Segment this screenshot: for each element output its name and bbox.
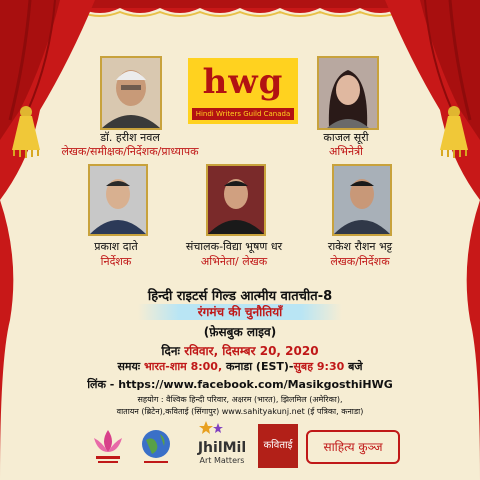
person-role: अभिनेत्री [328,145,363,158]
person-role: अभिनेता/ लेखक [200,255,268,268]
logo-subtitle: Hindi Writers Guild Canada [192,108,294,120]
jhilmil-tagline: Art Matters [199,456,245,465]
date-label: दिनः [161,344,180,358]
person-role: निर्देशक [100,255,132,268]
person-name: डॉ. हरीश नवल [100,131,160,144]
time-suffix: बजे [344,360,363,373]
person-role: लेखक/समीक्षक/निर्देशक/प्राध्यापक [61,145,199,158]
event-time-line [40,359,440,374]
person-name: प्रकाश दाते [94,240,138,253]
photo-rakesh-raushan-bhatt [332,164,392,236]
date-value: रविवार, दिसम्बर 20, 2020 [184,344,319,358]
lotus-logo-icon [90,426,126,468]
support-line-2: वातायन (ब्रिटेन),कविताई (सिंगापुर) www.sahityakunj.net (ई पत्रिका, कनाडा) [116,407,364,416]
sahitya-kunj-logo [306,430,400,464]
photo-kajal-suri [317,56,379,130]
globe-logo-icon [138,426,174,468]
photo-prakash-date [88,164,148,236]
kavitai-logo [258,424,298,468]
photo-harish-naval [100,56,162,130]
person-role: लेखक/निर्देशक [330,255,390,268]
support-line-1: सहयोग : वैश्विक हिन्दी परिवार, अक्षरम (भारत), झिलमिल (अमेरिका), [137,395,343,404]
facebook-link[interactable]: https://www.facebook.com/MasikgosthiHWG [118,378,393,391]
event-topic: रंगमंच की चुनौतियाँ [197,305,283,319]
time-india: भारत-शाम 8:00, [143,360,223,373]
logo-mark: hwg [202,62,284,102]
hwg-logo [188,58,298,124]
photo-vidya-bhushan-dhar [206,164,266,236]
jhilmil-logo [192,440,252,465]
event-link-line [40,377,440,392]
time-canada: कनाडा (EST)- [222,360,294,373]
link-label: लिंक - [87,378,119,391]
kavitai-name: कविताई [263,440,293,451]
jhilmil-name: JhilMil [197,440,247,456]
stars-icon [198,420,228,436]
person-name: राकेश रौशन भट्ट [327,240,393,253]
time-label: समयः [117,360,141,373]
event-topic-banner [138,304,342,320]
person-name: संचालक-विद्या भूषण धर [185,240,283,253]
event-title: हिन्दी राइटर्स गिल्ड आत्मीय वातचीत-8 [147,289,333,304]
person-name: काजल सूरी [323,131,369,144]
partner-logos [0,420,480,480]
event-platform: (फ़ेसबुक लाइव) [203,325,277,339]
time-morning: सुबह 9:30 [293,360,345,373]
sahitya-kunj-name: साहित्य कुञ्ज [323,440,383,454]
event-date-line [40,342,440,359]
